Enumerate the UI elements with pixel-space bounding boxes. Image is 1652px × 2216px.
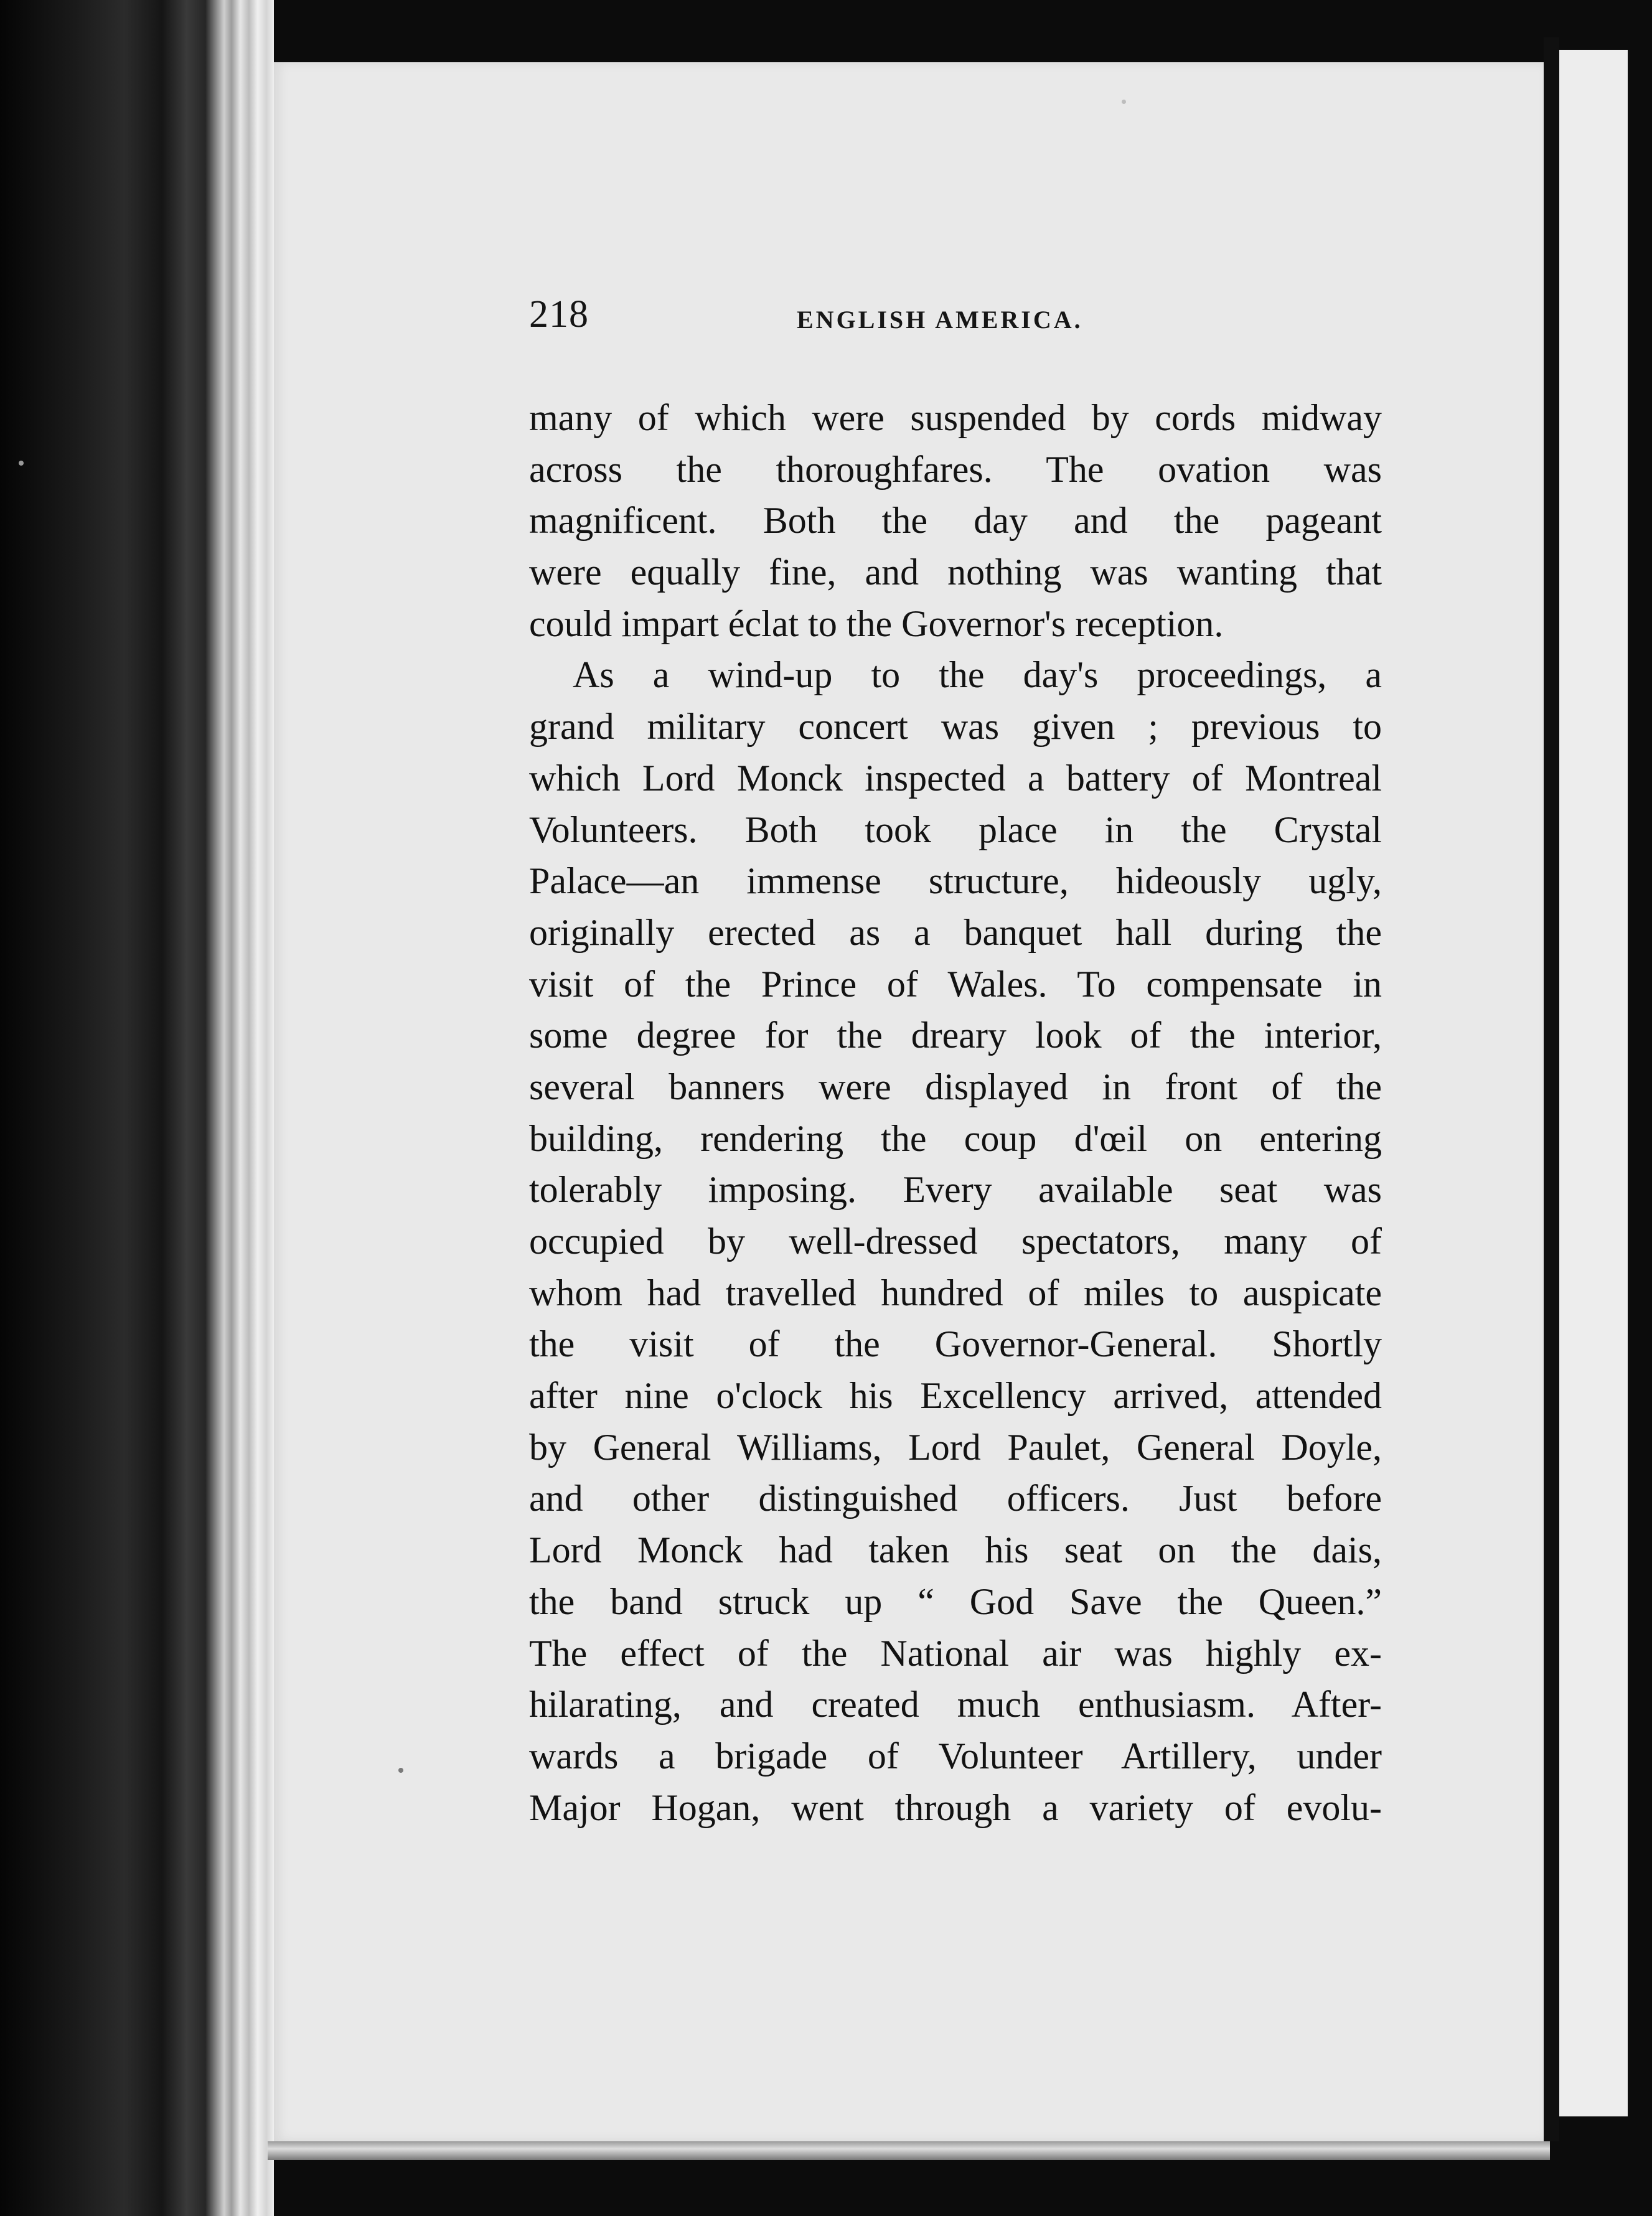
text-line: tolerably imposing. Every available seat was bbox=[529, 1169, 1382, 1211]
body-text bbox=[529, 392, 1382, 1833]
page-bottom-edge bbox=[268, 2141, 1550, 2160]
text-line: Lord Monck had taken his seat on the dais, bbox=[529, 1529, 1382, 1571]
text-line: originally erected as a banquet hall during the bbox=[529, 911, 1382, 953]
text-line: some degree for the dreary look of the interior, bbox=[529, 1015, 1382, 1056]
text-line: building, rendering the coup d'œil on entering bbox=[529, 1117, 1382, 1159]
text-line: grand military concert was given ; previous to bbox=[529, 706, 1382, 748]
text-line: the band struck up “ God Save the Queen.” bbox=[529, 1580, 1382, 1622]
dust-speck bbox=[19, 461, 24, 466]
text-line: occupied by well-dressed spectators, many of bbox=[529, 1221, 1382, 1262]
text-line: hilarating, and created much enthusiasm. After- bbox=[529, 1684, 1382, 1725]
text-line: Major Hogan, went through a variety of evolu- bbox=[529, 1786, 1382, 1828]
text-line: by General Williams, Lord Paulet, General Doyle, bbox=[529, 1426, 1382, 1468]
text-line: many of which were suspended by cords midway bbox=[529, 397, 1382, 438]
text-line: and other distinguished officers. Just before bbox=[529, 1478, 1382, 1519]
text-line: were equally fine, and nothing was wanting that bbox=[529, 552, 1382, 593]
text-line: could impart éclat to the Governor's reception. bbox=[529, 603, 1224, 644]
dust-speck bbox=[398, 1768, 403, 1773]
text-line: Volunteers. Both took place in the Crystal bbox=[529, 809, 1382, 850]
text-line: which Lord Monck inspected a battery of Montreal bbox=[529, 757, 1382, 799]
text-line: visit of the Prince of Wales. To compensate in bbox=[529, 963, 1382, 1005]
text-line: The effect of the National air was highly ex- bbox=[529, 1632, 1382, 1674]
dust-speck bbox=[1122, 100, 1126, 104]
facing-page-edge bbox=[1559, 50, 1628, 2116]
book-binding-edge bbox=[0, 0, 274, 2216]
page-number: 218 bbox=[529, 293, 589, 336]
page-gutter-shadow bbox=[1544, 37, 1559, 2141]
running-head: ENGLISH AMERICA. bbox=[797, 306, 1083, 334]
text-line: Palace—an immense structure, hideously ugly, bbox=[529, 860, 1382, 902]
text-line: the visit of the Governor-General. Shortly bbox=[529, 1323, 1382, 1365]
text-line: several banners were displayed in front of the bbox=[529, 1066, 1382, 1107]
text-line: whom had travelled hundred of miles to auspicate bbox=[529, 1272, 1382, 1313]
text-line: wards a brigade of Volunteer Artillery, under bbox=[529, 1735, 1382, 1777]
text-line: across the thoroughfares. The ovation was bbox=[529, 448, 1382, 490]
text-line: after nine o'clock his Excellency arrived, attended bbox=[529, 1375, 1382, 1417]
page-header bbox=[529, 293, 1382, 367]
text-line: As a wind-up to the day's proceedings, a bbox=[573, 654, 1382, 696]
text-line: magnificent. Both the day and the pageant bbox=[529, 500, 1382, 542]
